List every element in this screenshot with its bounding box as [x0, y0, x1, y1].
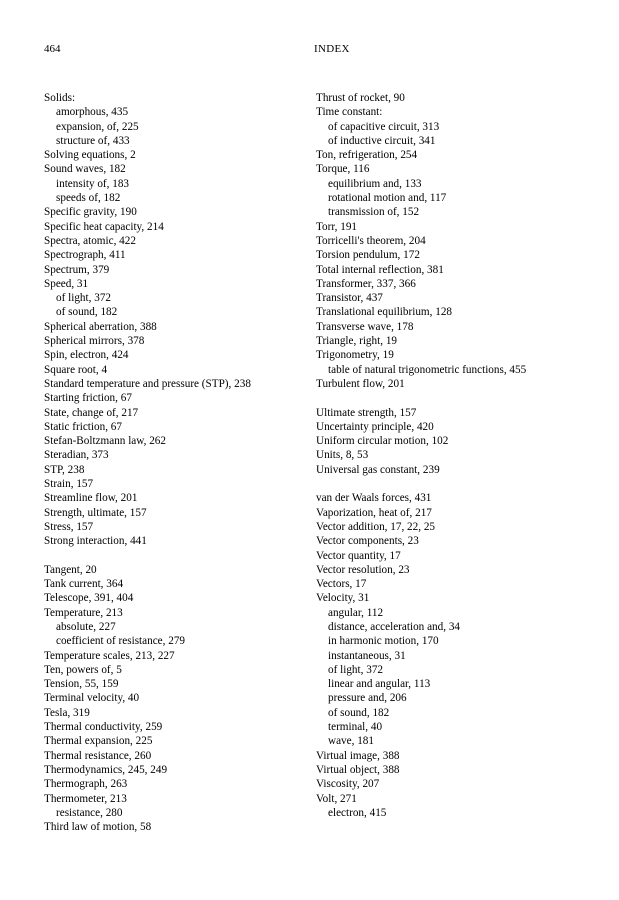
section-gap: [316, 477, 586, 491]
index-entry: Static friction, 67: [44, 420, 122, 433]
index-subentry: pressure and, 206: [328, 692, 407, 705]
index-entry: Strong interaction, 441: [44, 535, 147, 548]
index-entry: Turbulent flow, 201: [316, 377, 405, 390]
index-subentry: wave, 181: [328, 735, 374, 748]
index-entry: Tank current, 364: [44, 578, 124, 591]
index-entry: Trigonometry, 19: [316, 349, 394, 362]
index-subentry: rotational motion and, 117: [328, 192, 447, 205]
index-entry: Spectrograph, 411: [44, 249, 126, 262]
index-subentry: electron, 415: [328, 806, 387, 819]
index-entry: Torr, 191: [316, 220, 358, 233]
index-entry: Strain, 157: [44, 478, 94, 491]
index-entry: Virtual object, 388: [316, 763, 400, 776]
index-entry: Vector resolution, 23: [316, 563, 410, 576]
index-subentry: in harmonic motion, 170: [328, 635, 439, 648]
index-subentry: of sound, 182: [56, 306, 118, 319]
running-title: INDEX: [314, 43, 350, 55]
index-entry: State, change of, 217: [44, 406, 139, 419]
index-entry: Transverse wave, 178: [316, 320, 414, 333]
index-entry: Spectra, atomic, 422: [44, 234, 136, 247]
index-entry: van der Waals forces, 431: [316, 492, 432, 505]
index-entry: Sound waves, 182: [44, 163, 126, 176]
index-column-left: [44, 91, 314, 834]
index-subentry: speeds of, 182: [56, 192, 121, 205]
index-entry: Uniform circular motion, 102: [316, 435, 449, 448]
section-gap: [44, 549, 314, 563]
index-entry: Stefan-Boltzmann law, 262: [44, 435, 166, 448]
index-entry: Viscosity, 207: [316, 778, 380, 791]
index-entry: Units, 8, 53: [316, 449, 369, 462]
index-entry: Thermodynamics, 245, 249: [44, 763, 168, 776]
index-entry: Thrust of rocket, 90: [316, 92, 405, 104]
index-entry: Spin, electron, 424: [44, 349, 129, 362]
index-entry: Third law of motion, 58: [44, 821, 152, 834]
index-subentry: of light, 372: [56, 292, 112, 305]
section-gap: [316, 391, 586, 405]
index-entry: Steradian, 373: [44, 449, 109, 462]
index-subentry: intensity of, 183: [56, 177, 130, 190]
index-entry: Thermal conductivity, 259: [44, 721, 163, 734]
index-entry: Time constant:: [316, 106, 383, 119]
index-entry: Velocity, 31: [316, 592, 370, 605]
index-subentry: structure of, 433: [56, 134, 130, 147]
index-entry: Vector components, 23: [316, 535, 419, 548]
index-entry: Starting friction, 67: [44, 392, 132, 405]
index-subentry: transmission of, 152: [328, 206, 420, 219]
index-entry: Speed, 31: [44, 277, 89, 290]
index-entry: Ton, refrigeration, 254: [316, 149, 418, 162]
index-entry: STP, 238: [44, 463, 85, 476]
index-subentry: amorphous, 435: [56, 106, 129, 119]
index-entry: Streamline flow, 201: [44, 492, 138, 505]
index-entry: Square root, 4: [44, 363, 108, 376]
page-header: [44, 42, 575, 56]
index-subentry: linear and angular, 113: [328, 678, 431, 691]
index-entry: Temperature, 213: [44, 606, 123, 619]
index-entry: Thermograph, 263: [44, 778, 128, 791]
index-entry: Vector addition, 17, 22, 25: [316, 520, 436, 533]
index-entry: Tangent, 20: [44, 563, 97, 576]
index-entry: Ultimate strength, 157: [316, 406, 417, 419]
index-subentry: table of natural trigonometric functions, 455: [328, 363, 527, 376]
index-entry: Torricelli's theorem, 204: [316, 234, 426, 247]
index-entry: Stress, 157: [44, 520, 94, 533]
index-entry: Transformer, 337, 366: [316, 277, 416, 290]
index-entry: Translational equilibrium, 128: [316, 306, 453, 319]
index-subentry: instantaneous, 31: [328, 649, 406, 662]
index-entry: Specific heat capacity, 214: [44, 220, 164, 233]
index-entry: Tesla, 319: [44, 706, 90, 719]
index-subentry: of light, 372: [328, 663, 384, 676]
index-subentry: expansion, of, 225: [56, 120, 139, 133]
index-entry: Vectors, 17: [316, 578, 367, 591]
index-entry: Spherical mirrors, 378: [44, 335, 145, 348]
index-entry: Vaporization, heat of, 217: [316, 506, 432, 519]
index-column-right: [316, 91, 586, 820]
index-subentry: angular, 112: [328, 606, 384, 619]
index-entry: Total internal reflection, 381: [316, 263, 444, 276]
index-entry: Triangle, right, 19: [316, 335, 398, 348]
index-entry: Volt, 271: [316, 792, 357, 805]
index-entry: Spectrum, 379: [44, 263, 110, 276]
index-entry: Tension, 55, 159: [44, 678, 119, 691]
index-entry: Strength, ultimate, 157: [44, 506, 147, 519]
index-entry: Thermal resistance, 260: [44, 749, 152, 762]
index-entry: Torsion pendulum, 172: [316, 249, 420, 262]
index-entry: Telescope, 391, 404: [44, 592, 134, 605]
index-entry: Virtual image, 388: [316, 749, 400, 762]
index-subentry: of capacitive circuit, 313: [328, 120, 440, 133]
index-subentry: coefficient of resistance, 279: [56, 635, 186, 648]
index-entry: Thermometer, 213: [44, 792, 127, 805]
index-entry: Universal gas constant, 239: [316, 463, 440, 476]
index-entry: Standard temperature and pressure (STP), 238: [44, 377, 251, 390]
index-subentry: absolute, 227: [56, 620, 116, 633]
index-entry: Solving equations, 2: [44, 149, 136, 162]
index-entry: Solids:: [44, 92, 76, 104]
index-entry: Temperature scales, 213, 227: [44, 649, 175, 662]
index-entry: Transistor, 437: [316, 292, 383, 305]
index-subentry: resistance, 280: [56, 806, 123, 819]
index-subentry: of inductive circuit, 341: [328, 134, 436, 147]
index-entry: Spherical aberration, 388: [44, 320, 157, 333]
index-entry: Specific gravity, 190: [44, 206, 137, 219]
index-subentry: of sound, 182: [328, 706, 390, 719]
index-subentry: terminal, 40: [328, 721, 383, 734]
index-subentry: distance, acceleration and, 34: [328, 620, 461, 633]
index-entry: Vector quantity, 17: [316, 549, 401, 562]
index-entry: Ten, powers of, 5: [44, 663, 122, 676]
page-number: 464: [44, 43, 61, 55]
index-entry: Terminal velocity, 40: [44, 692, 140, 705]
index-subentry: equilibrium and, 133: [328, 177, 422, 190]
index-entry: Thermal expansion, 225: [44, 735, 153, 748]
index-entry: Uncertainty principle, 420: [316, 420, 434, 433]
index-entry: Torque, 116: [316, 163, 370, 176]
